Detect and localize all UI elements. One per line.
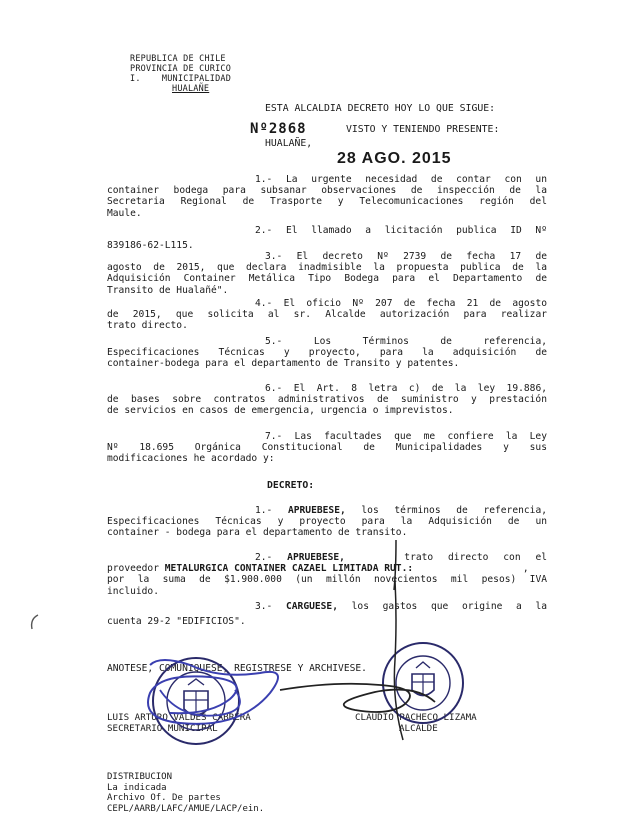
d1-line2: Especificaciones Técnicas y proyecto para la Adquisición de un	[107, 516, 547, 528]
p5-line2: Especificaciones Técnicas y proyecto, para la adquisición de	[107, 347, 547, 359]
decreto-title: DECRETO:	[267, 480, 315, 491]
p4-line2: de 2015, que solicita al sr. Alcalde autorización para realizar	[107, 309, 547, 321]
p6-line3: de servicios en casos de emergencia, urgencia o imprevistos.	[107, 405, 454, 417]
d2-line3: por la suma de $1.900.000 (un millón novecientos mil pesos) IVA	[107, 574, 547, 586]
d2-provider-comma: ,	[522, 563, 529, 575]
distribution-line1: La indicada	[107, 782, 167, 793]
header-prefix: I.	[130, 74, 141, 84]
d2-number: 2.-	[255, 552, 273, 563]
d2-provider-label: proveedor	[107, 563, 159, 575]
header-province: PROVINCIA DE CURICO	[130, 64, 232, 74]
left-signatory-title: SECRETARIO MUNICIPAL	[107, 723, 218, 734]
header-republic: REPUBLICA DE CHILE	[130, 54, 226, 64]
d1-line1-rest: los términos de referencia,	[361, 505, 547, 516]
d3-line1-rest: los gastos que origine a la	[351, 601, 548, 612]
p3-line1: 3.- El decreto Nº 2739 de fecha 17 de	[265, 251, 547, 262]
distribution-line3: CEPL/AARB/LAFC/AMUE/LACP/ein.	[107, 803, 265, 814]
d2-line4: incluido.	[107, 585, 159, 597]
p6-line1: 6.- El Art. 8 letra c) de la ley 19.886,	[265, 383, 547, 394]
left-signatory-name: LUIS ARTURO VALDES CABRERA	[107, 712, 251, 723]
d2-line1-rest: trato directo con el	[404, 552, 547, 563]
p4-line1: 4.- El oficio Nº 207 de fecha 21 de agosto	[255, 298, 547, 309]
p5-line3: container-bodega para el departamento de Transito y patentes.	[107, 358, 460, 370]
d2-verb: APRUEBESE,	[287, 552, 345, 563]
p2-line2: 839186-62-L115.	[107, 240, 194, 252]
p1-line1: 1.- La urgente necesidad de contar con un	[255, 174, 547, 185]
p1-line4: Maule.	[107, 207, 142, 219]
p1-line3: Secretaria Regional de Trasporte y Telecomunicaciones región del	[107, 196, 547, 208]
d3-verb: CARGUESE,	[286, 601, 338, 612]
p2-line1: 2.- El llamado a licitación publica ID Nº	[255, 225, 547, 236]
d1-line3: container - bodega para el departamento de transito.	[107, 527, 408, 539]
p3-line4: Transito de Hualañé".	[107, 284, 229, 296]
right-signatory-name: CLAUDIO PACHECO LIZAMA	[355, 712, 477, 723]
p7-line2: Nº 18.695 Orgánica Constitucional de Municipalidades y sus	[107, 442, 547, 454]
p7-line3: modificaciones he acordado y:	[107, 453, 275, 465]
intro-line2: VISTO Y TENIENDO PRESENTE:	[346, 124, 500, 135]
d1-verb: APRUEBESE,	[287, 505, 346, 516]
p3-line3: Adquisición Container Metálica Tipo Bodega para el Departamento de	[107, 273, 547, 285]
d3-number: 3.-	[255, 601, 273, 612]
d3-line2: cuenta 29-2 "EDIFICIOS".	[107, 616, 246, 628]
closing-line: ANOTESE, COMUNIQUESE, REGISTRESE Y ARCHIVESE.	[107, 663, 367, 674]
decree-date-stamp: 28 AGO. 2015	[337, 150, 452, 167]
p6-line2: de bases sobre contratos administrativos de suministro y prestación	[107, 394, 547, 406]
d1-number: 1.-	[255, 505, 273, 516]
decree-number: Nº2868	[250, 121, 307, 137]
intro-line1: ESTA ALCALDIA DECRETO HOY LO QUE SIGUE:	[265, 103, 496, 114]
right-signatory-title: ALCALDE	[399, 723, 438, 734]
header-municipality-label: MUNICIPALIDAD	[161, 74, 232, 84]
p7-line1: 7.- Las facultades que me confiere la Ley	[265, 431, 547, 442]
header-town-label: HUALAÑE	[172, 84, 210, 94]
p3-line2: agosto de 2015, que declara inadmisible la propuesta publica de la	[107, 262, 547, 274]
distribution-title: DISTRIBUCION	[107, 772, 173, 782]
d2-provider-name: METALURGICA CONTAINER CAZAEL LIMITADA RUT.:	[164, 563, 414, 575]
p1-line2: container bodega para subsanar observaciones de inspección de la	[107, 185, 547, 197]
distribution-line2: Archivo Of. De partes	[107, 793, 221, 803]
p4-line3: trato directo.	[107, 320, 188, 332]
p5-line1: 5.- Los Términos de referencia,	[265, 336, 547, 347]
intro-place: HUALAÑE,	[265, 138, 313, 149]
